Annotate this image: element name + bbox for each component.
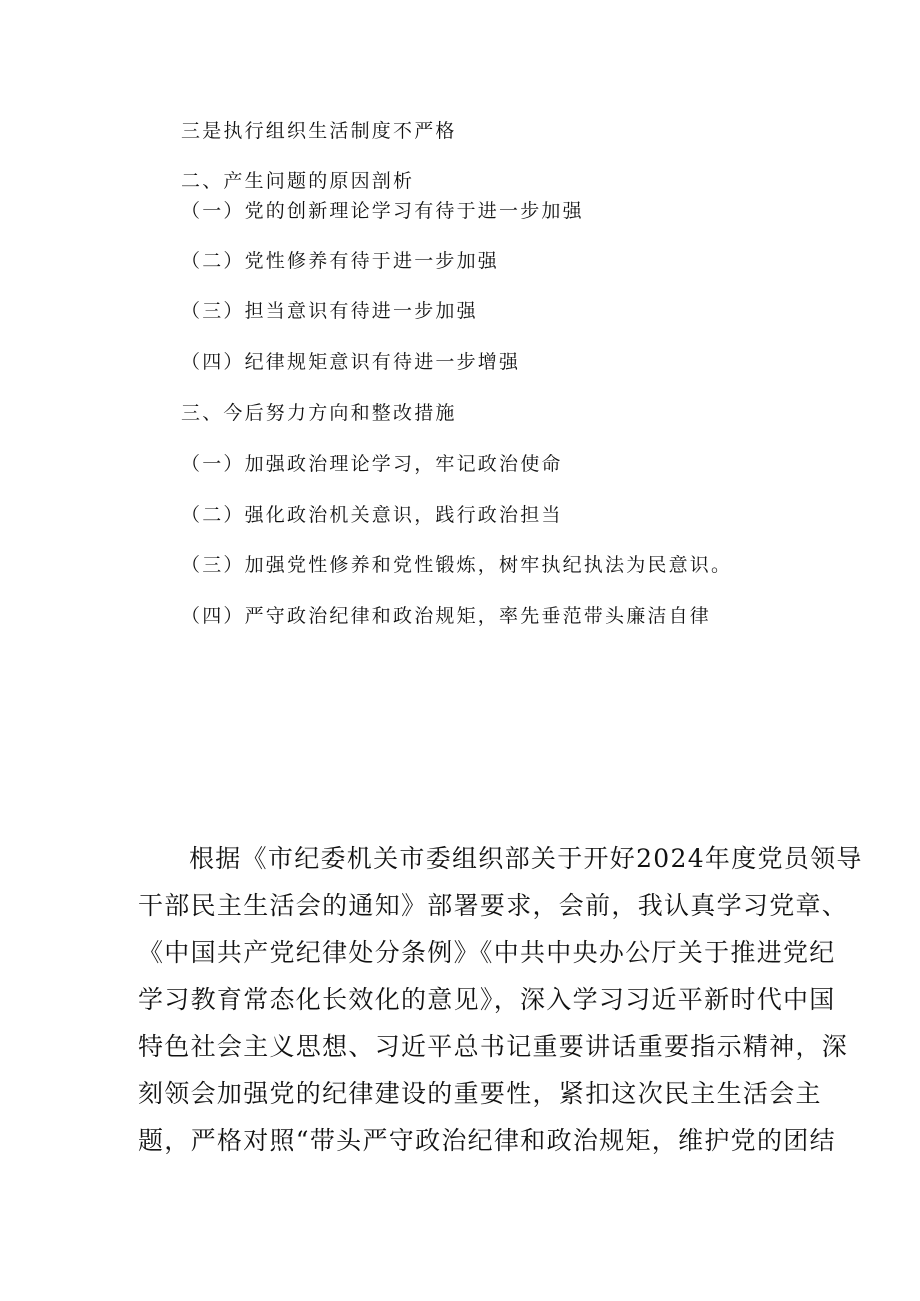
section-3-item-2: （二）强化政治机关意识，践行政治担当 bbox=[181, 504, 563, 526]
section-3-heading: 三、今后努力方向和整改措施 bbox=[181, 402, 457, 424]
section-2-item-1: （一）党的创新理论学习有待于进一步加强 bbox=[181, 200, 584, 222]
section-2-item-3: （三）担当意识有待进一步加强 bbox=[181, 300, 478, 322]
section-2-item-4: （四）纪律规矩意识有待进一步增强 bbox=[181, 351, 521, 373]
body-line-3: 《中国共产党纪律处分条例》《中共中央办公厅关于推进党纪 bbox=[138, 938, 836, 967]
section-2-heading: 二、产生问题的原因剖析 bbox=[181, 170, 415, 192]
section-3-item-4: （四）严守政治纪律和政治规矩，率先垂范带头廉洁自律 bbox=[181, 605, 712, 627]
body-line-6: 刻领会加强党的纪律建设的重要性，紧扣这次民主生活会主 bbox=[138, 1079, 822, 1108]
problem-item-3: 三是执行组织生活制度不严格 bbox=[181, 120, 457, 142]
body-line-5: 特色社会主义思想、习近平总书记重要讲话重要指示精神，深 bbox=[138, 1032, 849, 1061]
body-line-2: 干部民主生活会的通知》部署要求，会前，我认真学习党章、 bbox=[138, 891, 849, 920]
section-3-item-1: （一）加强政治理论学习，牢记政治使命 bbox=[181, 453, 563, 475]
section-3-item-3: （三）加强党性修养和党性锻炼，树牢执纪执法为民意识。 bbox=[181, 554, 733, 576]
body-line-4: 学习教育常态化长效化的意见》，深入学习习近平新时代中国 bbox=[138, 985, 836, 1014]
body-line-7: 题，严格对照“带头严守政治纪律和政治规矩，维护党的团结 bbox=[138, 1126, 836, 1155]
section-2-item-2: （二）党性修养有待于进一步加强 bbox=[181, 250, 500, 272]
body-line-1: 根据《市纪委机关市委组织部关于开好2024年度党员领导 bbox=[189, 844, 863, 873]
